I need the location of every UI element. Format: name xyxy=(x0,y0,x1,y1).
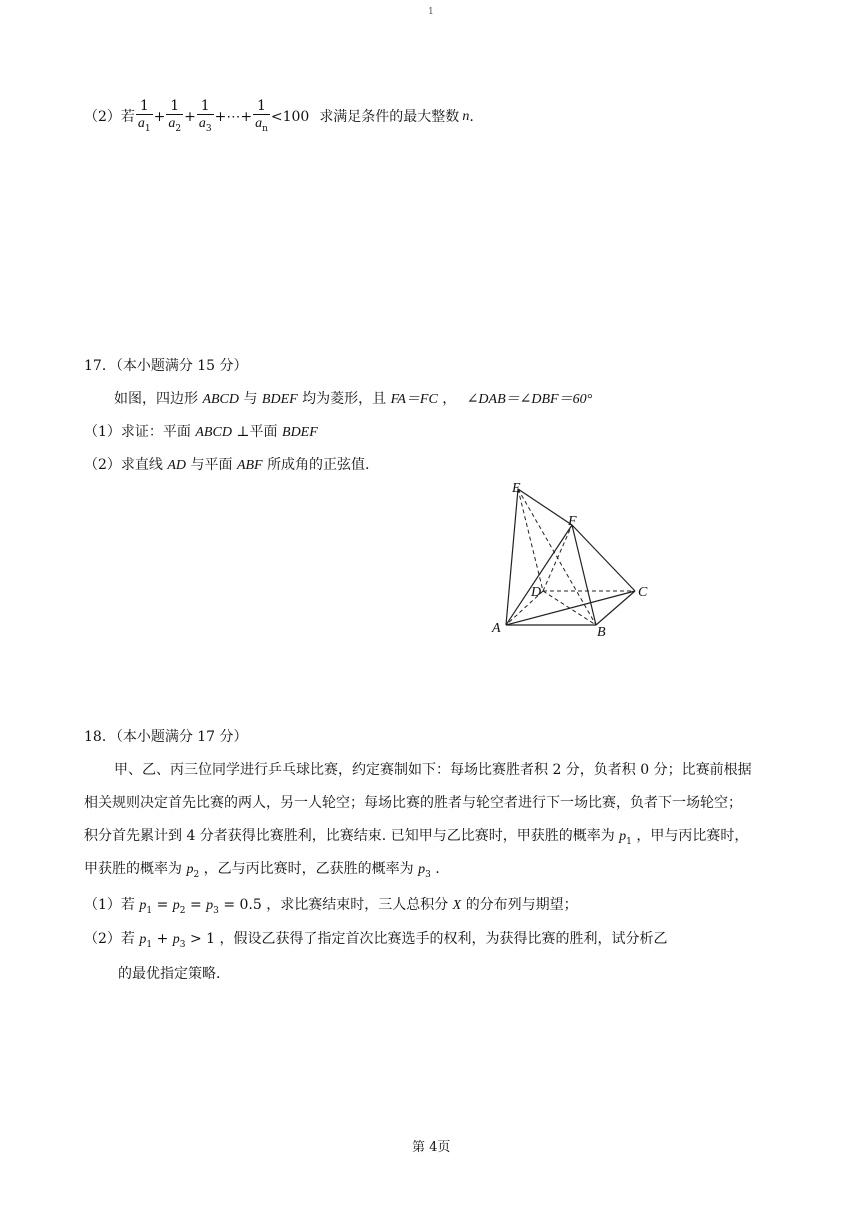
sub-1: 1 xyxy=(626,836,632,847)
sub-3: 3 xyxy=(213,905,219,916)
label-c: C xyxy=(638,585,648,600)
label-a: A xyxy=(492,621,501,636)
ellipsis-plus: +⋯+ xyxy=(214,109,253,125)
edge-df xyxy=(543,525,572,591)
perp-symbol: ⊥平面 xyxy=(236,424,278,440)
var-p: p xyxy=(139,932,147,947)
part2-prefix: （2）求直线 xyxy=(84,457,163,473)
den-sub: 3 xyxy=(205,123,212,134)
plane-bdef: BDEF xyxy=(282,425,318,440)
part1-prefix: （1）若 xyxy=(84,897,135,913)
edge-db xyxy=(543,591,596,625)
eq-value: = 0.5 xyxy=(223,897,262,913)
frac-den xyxy=(253,114,270,137)
part1-end: 的分布列与期望； xyxy=(465,897,578,913)
var-p: p xyxy=(139,898,147,913)
var-p: p xyxy=(186,862,194,877)
plus-sign: + xyxy=(184,109,196,125)
fraction-3 xyxy=(197,98,214,137)
edge-eb xyxy=(518,489,596,625)
sub-1: 1 xyxy=(146,939,153,950)
and-word: 与 xyxy=(243,391,258,407)
var-n: n xyxy=(462,109,470,124)
label-d: D xyxy=(531,585,542,600)
q16-part2 xyxy=(84,95,474,139)
q18-part1 xyxy=(84,898,578,916)
sub-1: 1 xyxy=(146,905,153,916)
stem-mid: 均为菱形，且 xyxy=(302,391,387,407)
q17-heading: 17．（本小题满分 15 分） xyxy=(84,358,248,374)
part2-mid: 与平面 xyxy=(190,457,233,473)
fraction-2 xyxy=(166,98,183,137)
quad-abcd: ABCD xyxy=(202,392,240,407)
sub-3: 3 xyxy=(425,869,431,880)
frac-num: 1 xyxy=(170,97,180,114)
var-x: X xyxy=(452,898,462,913)
sub-2: 2 xyxy=(193,869,200,880)
q17-part1 xyxy=(84,425,318,440)
label-e: E xyxy=(512,481,521,496)
line4-mid: ，乙与丙比赛时，乙获胜的概率为 xyxy=(203,861,414,877)
var-p: p xyxy=(172,932,180,947)
comma: ， xyxy=(442,391,457,407)
eq-sign: = xyxy=(156,897,169,913)
edge-ef xyxy=(518,489,572,525)
q17-part2 xyxy=(84,458,370,473)
frac-den xyxy=(197,114,214,137)
line4-prefix: 甲获胜的概率为 xyxy=(84,861,182,877)
label-b: B xyxy=(597,625,606,640)
part1-prefix: （1）求证：平面 xyxy=(84,424,191,440)
edge-fb xyxy=(572,525,596,625)
q18-part2-line2: 的最优指定策略. xyxy=(118,966,221,982)
frac-num: 1 xyxy=(139,97,149,114)
page-number: 第 4页 xyxy=(412,1140,451,1155)
frac-num: 1 xyxy=(257,97,266,114)
edge-fc xyxy=(572,525,635,591)
eq-sign: = xyxy=(189,897,202,913)
inequality: <100 xyxy=(270,109,310,125)
line3-mid: ，甲与丙比赛时， xyxy=(636,828,749,844)
geometry-figure xyxy=(480,475,670,645)
fraction-1 xyxy=(136,98,153,137)
den-var: a xyxy=(255,115,263,131)
frac-den xyxy=(136,114,153,137)
den-sub: 2 xyxy=(175,123,182,134)
frac-den xyxy=(166,114,183,137)
part2-suffix: ，假设乙获得了指定首次比赛选手的权利，为获得比赛的胜利，试分析乙 xyxy=(219,931,668,947)
q16-part2-suffix: 求满足条件的最大整数 xyxy=(319,109,460,125)
angle-condition: ∠DAB＝∠DBF＝60° xyxy=(466,392,593,407)
plane-abcd: ABCD xyxy=(195,425,232,440)
den-var: a xyxy=(168,115,176,131)
q18-line1: 甲、乙、丙三位同学进行乒乓球比赛，约定赛制如下：每场比赛胜者积 2 分，负者积 0 分；比赛前根据 xyxy=(114,762,752,778)
line3-prefix: 积分首先累计到 4 分者获得比赛胜利，比赛结束. 已知甲与乙比赛时，甲获胜的概率为 xyxy=(84,828,615,844)
plus-sign: + xyxy=(153,109,166,125)
fa-eq-fc: FA＝FC xyxy=(390,392,438,407)
part1-suffix: ，求比赛结束时，三人总积分 xyxy=(266,897,449,913)
period: . xyxy=(469,109,474,125)
q18-line3 xyxy=(84,829,748,847)
edge-ea xyxy=(506,489,518,625)
frac-num: 1 xyxy=(200,97,210,114)
den-var: a xyxy=(137,115,145,131)
quad-bdef: BDEF xyxy=(261,392,298,407)
line4-suffix: . xyxy=(435,861,440,877)
sub-2: 2 xyxy=(179,905,186,916)
sub-3: 3 xyxy=(179,939,186,950)
den-var: a xyxy=(198,115,206,131)
q18-heading: 18．（本小题满分 17 分） xyxy=(84,729,248,745)
q18-line2: 相关规则决定首先比赛的两人，另一人轮空；每场比赛的胜者与轮空者进行下一场比赛，负者下一场轮空； xyxy=(84,795,742,811)
var-p: p xyxy=(619,829,627,844)
part2-suffix: 所成角的正弦值. xyxy=(267,457,370,473)
var-p: p xyxy=(206,898,214,913)
q18-part2 xyxy=(84,932,667,950)
stem-prefix: 如图，四边形 xyxy=(114,391,198,407)
q16-part2-prefix: （2）若 xyxy=(84,109,135,125)
line-ad: AD xyxy=(167,458,187,473)
var-p: p xyxy=(418,862,426,877)
plane-abf: ABF xyxy=(236,458,263,473)
page-mark: 1 xyxy=(428,7,434,17)
var-p: p xyxy=(172,898,180,913)
q18-line4 xyxy=(84,862,440,880)
label-f: F xyxy=(568,514,577,529)
den-sub: 1 xyxy=(144,123,151,134)
q17-stem xyxy=(114,392,592,407)
plus-sign: + xyxy=(156,931,169,947)
gt-value: > 1 xyxy=(189,931,216,947)
fraction-n xyxy=(253,98,270,137)
den-sub: n xyxy=(262,123,268,134)
part2-prefix: （2）若 xyxy=(84,931,135,947)
